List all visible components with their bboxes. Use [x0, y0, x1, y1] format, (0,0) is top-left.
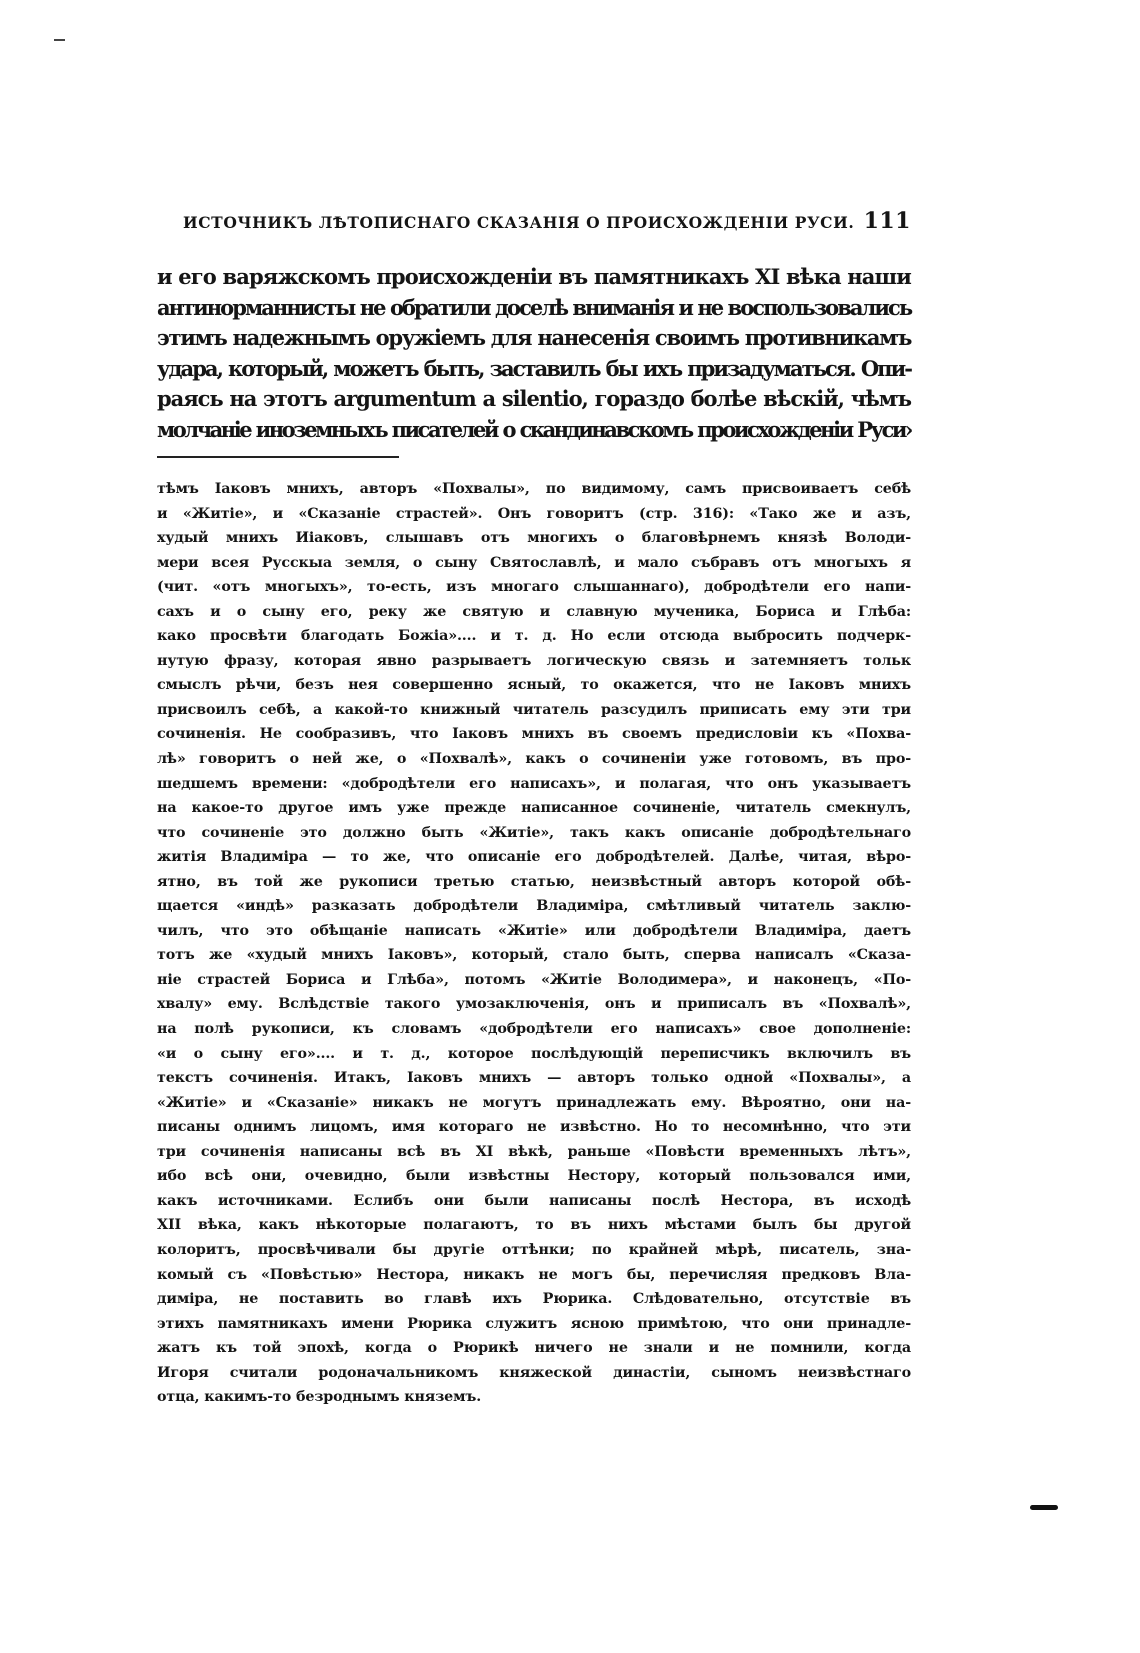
footnote-line: нутую фразу, которая явно разрываетъ логическую связь и затемняетъ тольк — [157, 652, 911, 669]
footnote-line: «Житіе» и «Сказаніе» никакъ не могутъ принадлежать ему. Вѣроятно, они на- — [157, 1094, 911, 1111]
footnote-line: лѣ» говоритъ о ней же, о «Похвалѣ», какъ о сочиненіи уже готовомъ, въ про- — [157, 751, 911, 768]
footnote-line: этихъ памятникахъ имени Рюрика служитъ ясною примѣтою, что они принадле- — [157, 1315, 911, 1332]
scan-corner-mark — [54, 39, 65, 41]
text-line: и его варяжскомъ происхожденіи въ памятникахъ XI вѣка наши — [157, 264, 911, 289]
footnote-line: Игоря считали родоначальникомъ княжеской династіи, сыномъ неизвѣстнаго — [157, 1364, 911, 1381]
footnote-line: колоритъ, просвѣчивали бы другіе оттѣнки; по крайней мѣрѣ, писатель, зна- — [157, 1241, 911, 1258]
footnote-line: шедшемъ времени: «добродѣтели его написахъ», и полагая, что онъ указываетъ — [157, 775, 911, 792]
footnote-line: тѣмъ Іаковъ мнихъ, авторъ «Похвалы», по видимому, самъ присвоиваетъ себѣ — [157, 481, 911, 497]
footnote-line: чилъ, что это обѣщаніе написать «Житіе» или добродѣтели Владиміра, даетъ — [157, 922, 911, 939]
footnote-line: отца, какимъ-то безроднымъ княземъ. — [157, 1389, 482, 1406]
footnote-line: тотъ же «худый мнихъ Іаковъ», который, стало быть, сперва написалъ «Сказа- — [157, 947, 911, 964]
footnote-line: три сочиненія написаны всѣ въ XI вѣкѣ, раньше «Повѣсти временныхъ лѣтъ», — [157, 1143, 911, 1160]
footnote-line: комый съ «Повѣстью» Нестора, никакъ не могъ бы, перечисляя предковъ Вла- — [157, 1266, 911, 1283]
footnote-line: текстъ сочиненія. Итакъ, Іаковъ мнихъ — авторъ только одной «Похвалы», а — [157, 1070, 911, 1087]
page-number: 111 — [863, 208, 911, 234]
footnote-line: на какое-то другое имъ уже прежде написанное сочиненіе, читатель смекнулъ, — [157, 800, 911, 817]
footnote-line: что сочиненіе это должно быть «Житіе», такъ какъ описаніе добродѣтельнаго — [157, 824, 911, 841]
main-text — [157, 262, 911, 446]
footnote-line: сахъ и о сыну его, реку же святую и славную мученика, Бориса и Глѣба: — [157, 603, 911, 620]
footnote-line: хвалу» ему. Вслѣдствіе такого умозаключенія, онъ и приписалъ въ «Похвалѣ», — [157, 996, 911, 1013]
footnote-line: писаны однимъ лицомъ, имя котораго не извѣстно. Но то несомнѣнно, что эти — [157, 1119, 911, 1136]
text-line: этимъ надежнымъ оружіемъ для нанесенія своимъ противникамъ — [157, 325, 912, 351]
footnote-line: ибо всѣ они, очевидно, были извѣстны Нестору, который пользовался ими, — [157, 1168, 911, 1185]
footnote-line: и «Житіе», и «Сказаніе страстей». Онъ говоритъ (стр. 316): «Тако же и азъ, — [157, 505, 911, 522]
footnote-line: присвоилъ себѣ, а какой-то книжный читатель разсудилъ приписать ему эти три — [157, 701, 911, 718]
footnote-line: сочиненія. Не сообразивъ, что Іаковъ мнихъ въ своемъ предисловіи къ «Похва- — [157, 726, 911, 743]
text-line: раясь на этотъ argumentum a silentio, гораздо болѣе вѣскій, чѣмъ — [157, 386, 911, 412]
footnote-line: диміра, не поставить во главѣ ихъ Рюрика. Слѣдовательно, отсутствіе въ — [157, 1291, 911, 1308]
footnote-line: житія Владиміра — то же, что описаніе его добродѣтелей. Далѣе, читая, вѣро- — [157, 849, 911, 866]
footnote-line: на полѣ рукописи, къ словамъ «добродѣтели его написахъ» свое дополненіе: — [157, 1021, 911, 1038]
text-line: молчаніе иноземныхъ писателей о скандинавскомъ происхожденіи Руси› — [157, 416, 911, 442]
footnote-line: «и о сыну его».... и т. д., которое послѣдующій переписчикъ включилъ въ — [157, 1045, 911, 1062]
footnote-line: ніе страстей Бориса и Глѣба», потомъ «Житіе Володимера», и наконецъ, «По- — [157, 971, 911, 988]
text-line: антинорманнисты не обратили доселѣ вниманія и не воспользовались — [157, 294, 912, 320]
footnote-line: (чит. «отъ многыхъ», то-есть, изъ многаго слышаннаго), добродѣтели его напи- — [157, 579, 911, 596]
footnote-line: худый мнихъ Иіаковъ, слышавъ отъ многихъ о благовѣрнемъ князѣ Володи- — [157, 530, 911, 547]
page-header — [183, 208, 911, 234]
footnote-line: XII вѣка, какъ нѣкоторые полагаютъ, то въ нихъ мѣстами былъ бы другой — [157, 1217, 911, 1234]
text-line: удара, который, можетъ быть, заставилъ бы ихъ призадуматься. Опи- — [157, 355, 911, 381]
footnote-line: како просвѣти благодать Божіа».... и т. д. Но если отсюда выбросить подчерк- — [157, 628, 911, 645]
footnote-text — [157, 477, 911, 1410]
footnote-line: щается «индѣ» разказать добродѣтели Владиміра, смѣтливый читатель заклю- — [157, 898, 911, 915]
footnote-line: мери всея Русскыа земля, о сыну Святославлѣ, и мало събравъ отъ многыхъ я — [157, 554, 911, 571]
footnote-line: смыслъ рѣчи, безъ нея совершенно ясный, то окажется, что не Іаковъ мнихъ — [157, 677, 911, 694]
scan-bottom-mark — [1030, 1505, 1058, 1510]
footnote-separator — [157, 456, 399, 458]
running-title: ИСТОЧНИКЪ ЛѢТОПИСНАГО СКАЗАНІЯ О ПРОИСХОЖДЕНІИ РУСИ. — [183, 213, 855, 232]
footnote-line: ятно, въ той же рукописи третью статью, неизвѣстный авторъ которой обѣ- — [157, 873, 911, 890]
footnote-line: какъ источниками. Еслибъ они были написаны послѣ Нестора, въ исходѣ — [157, 1192, 911, 1209]
footnote-line: жатъ къ той эпохѣ, когда о Рюрикѣ ничего не знали и не помнили, когда — [157, 1340, 911, 1357]
